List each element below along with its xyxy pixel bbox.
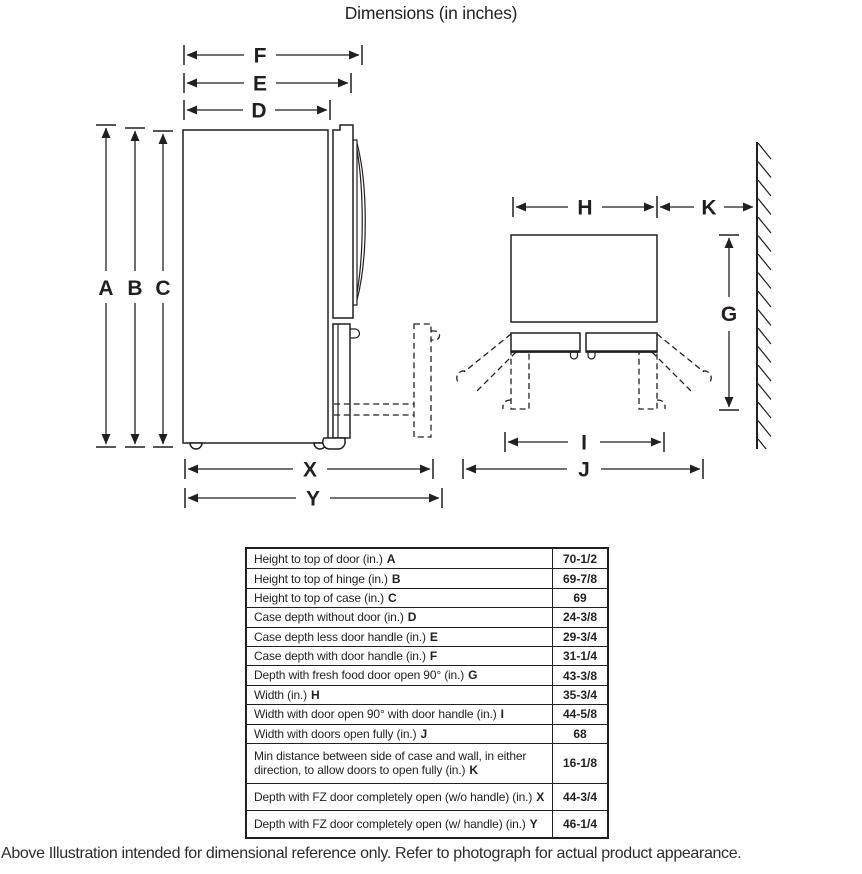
dim-label-j: J — [578, 458, 590, 482]
dim-f — [184, 45, 362, 68]
table-row — [247, 627, 607, 646]
row-label: Height to top of door (in.) A — [254, 551, 396, 566]
row-value: 69-7/8 — [552, 569, 607, 587]
row-value: 31-1/4 — [552, 647, 607, 665]
dim-a — [96, 125, 116, 447]
dim-label-h: H — [577, 196, 593, 220]
row-value: 43-3/8 — [552, 666, 607, 684]
table-row — [247, 783, 607, 810]
page-title: Dimensions (in inches) — [344, 3, 518, 23]
fridge-case-top — [511, 235, 657, 322]
dim-label-b: B — [127, 277, 143, 300]
dim-label-y: Y — [305, 487, 321, 511]
left-door-open-45-dashed — [457, 334, 516, 391]
row-label: Case depth without door (in.) D — [254, 610, 417, 625]
left-door-closed — [511, 333, 580, 352]
wall-hatching — [758, 143, 773, 449]
dim-e — [184, 73, 351, 96]
dim-label-x: X — [302, 458, 318, 482]
row-label: Depth with FZ door completely open (w/ handle) (in.) Y — [254, 817, 538, 831]
freezer-door-open-dashed — [414, 324, 431, 437]
dim-d — [184, 100, 330, 123]
top-view — [457, 142, 773, 482]
row-label: Height to top of hinge (in.) B — [254, 571, 401, 586]
dim-label-f: F — [253, 44, 267, 68]
side-view — [96, 45, 442, 511]
table-row — [247, 685, 607, 704]
row-value: 69 — [552, 589, 607, 607]
dim-y — [185, 488, 442, 511]
dim-j — [463, 459, 703, 482]
row-value: 24-3/8 — [552, 608, 607, 626]
dim-label-g: G — [720, 303, 738, 326]
table-row — [247, 810, 607, 837]
row-value: 68 — [552, 725, 607, 743]
door-handle-outer — [357, 143, 365, 300]
row-label: Width with door open 90° with door handle (in.) I — [254, 707, 504, 722]
dim-label-c: C — [155, 277, 171, 300]
right-door-handle — [588, 352, 595, 359]
table-row — [247, 549, 607, 568]
dimensions-table — [245, 547, 609, 839]
dim-i — [505, 432, 664, 455]
table-row — [247, 704, 607, 723]
dim-x — [185, 459, 433, 482]
freezer-door-foot — [323, 438, 345, 449]
table-row — [247, 665, 607, 684]
row-value: 70-1/2 — [552, 549, 607, 568]
dim-c — [153, 131, 173, 447]
row-value: 44-3/4 — [552, 784, 607, 810]
row-value: 29-3/4 — [552, 628, 607, 646]
dim-label-i: I — [581, 431, 587, 455]
row-value: 46-1/4 — [552, 811, 607, 837]
dim-label-e: E — [252, 72, 268, 96]
row-value: 44-5/8 — [552, 705, 607, 723]
front-roller — [190, 443, 202, 449]
table-row — [247, 646, 607, 665]
row-value: 16-1/8 — [552, 744, 607, 783]
row-label: Depth with fresh food door open 90° (in.) G — [254, 668, 478, 683]
freezer-handle — [350, 329, 360, 338]
table-row — [247, 588, 607, 607]
row-label: Width (in.) H — [254, 687, 320, 702]
fresh-food-door — [333, 125, 353, 318]
right-door-open-45-dashed — [652, 334, 711, 391]
fridge-case-side — [183, 130, 328, 443]
right-door-closed — [586, 333, 657, 352]
door-handle-inner — [357, 150, 362, 293]
dim-b — [125, 128, 145, 447]
freezer-handle-open-dashed — [431, 331, 440, 340]
dim-label-k: K — [701, 196, 717, 220]
row-label: Depth with FZ door completely open (w/o handle) (in.) X — [254, 789, 545, 804]
footer-note: Above Illustration intended for dimensional reference only. Refer to photograph for actual product appearance. — [1, 845, 742, 862]
table-row — [247, 743, 607, 783]
row-label: Case depth with door handle (in.) F — [254, 649, 438, 664]
dim-k — [660, 197, 753, 220]
row-label: Case depth less door handle (in.) E — [254, 629, 438, 644]
row-label: Min distance between side of case and wall, in either direction, to allow doors to open fully (in.) K — [254, 749, 527, 778]
dim-label-d: D — [251, 99, 267, 123]
dim-label-a: A — [98, 277, 114, 300]
left-door-handle — [571, 352, 578, 359]
dim-g — [719, 235, 739, 410]
row-value: 35-3/4 — [552, 686, 607, 704]
table-row — [247, 607, 607, 626]
row-label: Width with doors open fully (in.) J — [254, 726, 427, 741]
dim-h — [513, 196, 657, 220]
row-label: Height to top of case (in.) C — [254, 590, 397, 605]
table-row — [247, 724, 607, 743]
table-row — [247, 568, 607, 587]
freezer-door — [333, 324, 350, 438]
